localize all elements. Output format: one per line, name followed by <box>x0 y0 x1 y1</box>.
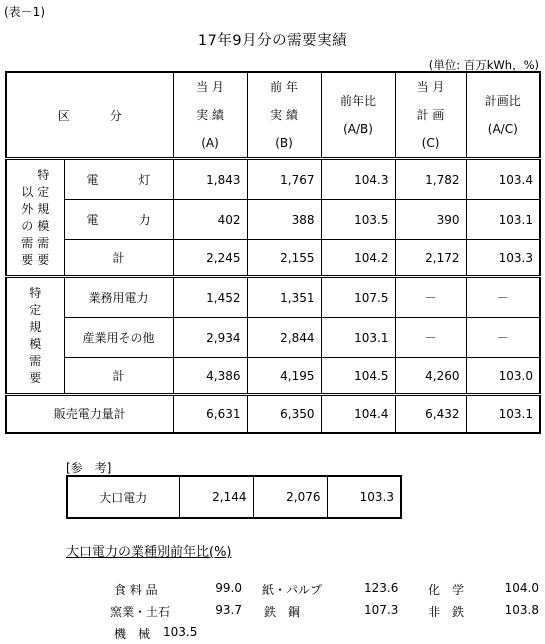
table-row: 大口電力 2,144 2,076 103.3 <box>67 476 401 518</box>
industry-name: 非 鉄 <box>428 605 465 619</box>
table-label: (表－1) <box>4 5 45 19</box>
header-col-ab: 前年比 (A/B) <box>321 72 395 159</box>
table-row: 計 4,386 4,195 104.5 4,260 103.0 <box>6 358 540 395</box>
header-col-b: 前 年 実 績 (B) <box>247 72 321 159</box>
industry-name: 鉄 鋼 <box>264 605 301 619</box>
table-row: 産業用その他 2,934 2,844 103.1 － － <box>6 318 540 358</box>
industry-value: 99.0 <box>215 581 242 595</box>
header-col-c: 当 月 計 画 (C) <box>395 72 466 159</box>
industry-value: 107.3 <box>364 603 399 617</box>
industry-title: 大口電力の業種別前年比(%) <box>66 545 232 560</box>
industry-value: 104.0 <box>504 581 539 595</box>
page-title: 17年9月分の需要実績 <box>197 33 348 49</box>
industry-name: 窯業・土石 <box>110 605 171 619</box>
table-row: 電 力 402 388 103.5 390 103.1 <box>6 200 540 240</box>
industry-value: 93.7 <box>215 603 242 617</box>
table-row: 特 定 規 模 需 要 業務用電力 1,452 1,351 107.5 － － <box>6 277 540 318</box>
table-row: 以 外 の 需 要 特 定 規 模 需 要 電 灯 1,843 1,767 104.3 1,782 103.4 <box>6 159 540 200</box>
industry-name: 機 械 <box>114 627 151 641</box>
demand-table <box>5 71 541 434</box>
header-col-a: 当 月 実 績 (A) <box>173 72 247 159</box>
industry-value: 103.5 <box>163 625 198 639</box>
header-category: 区 分 <box>6 72 173 159</box>
reference-label: [参 考] <box>66 461 112 475</box>
header-col-ac: 計画比 (A/C) <box>466 72 540 159</box>
industry-name: 食 料 品 <box>114 583 158 597</box>
group1-label: 以 外 の 需 要 特 定 規 模 需 要 <box>6 159 64 277</box>
table-row: 計 2,245 2,155 104.2 2,172 103.3 <box>6 240 540 277</box>
group2-label: 特 定 規 模 需 要 <box>6 277 64 395</box>
reference-table <box>66 475 402 519</box>
industry-name: 化 学 <box>428 583 465 597</box>
industry-value: 103.8 <box>504 603 539 617</box>
unit-note: (単位: 百万kWh，%) <box>428 58 539 72</box>
industry-name: 紙・パルプ <box>262 583 323 597</box>
table-row-total: 販売電力量計 6,631 6,350 104.4 6,432 103.1 <box>6 395 540 433</box>
industry-value: 123.6 <box>364 581 399 595</box>
